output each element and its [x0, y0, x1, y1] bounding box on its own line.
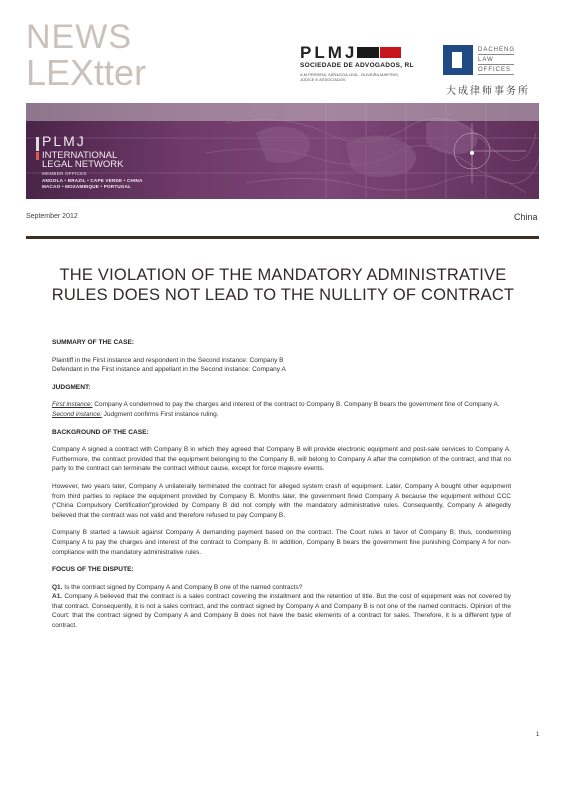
question-1	[52, 583, 511, 593]
header-divider	[26, 236, 539, 239]
summary-heading: SUMMARY OF THE CASE:	[52, 339, 135, 346]
dacheng-logo-icon	[443, 45, 473, 75]
banner-members-label: MEMBER OFFICES	[42, 171, 87, 176]
banner-line-2: LEGAL NETWORK	[42, 159, 124, 170]
article-title-line-1: THE VIOLATION OF THE MANDATORY ADMINISTRATIVE	[59, 266, 507, 284]
article-title-line-2: RULES DOES NOT LEAD TO THE NULLITY OF CONTRACT	[51, 286, 515, 304]
dacheng-rule	[478, 54, 514, 55]
second-instance-text: Judgment confirms First instance ruling.	[101, 410, 219, 418]
plmj-logo-bar-red	[380, 47, 401, 58]
banner-logo-bar	[36, 137, 39, 151]
banner-cities-line-1: ANGOLA • BRAZIL • CAPE VERDE • CHINA	[42, 178, 143, 183]
dacheng-logo-text	[478, 45, 515, 75]
dacheng-line-1: DACHENG	[478, 47, 516, 53]
banner-network-name	[42, 151, 123, 169]
judgment-first-instance	[52, 400, 511, 410]
summary-plaintiff: Plaintiff in the First instance and respondent in the Second instance: Company B	[52, 356, 284, 364]
dacheng-line-3: OFFICES	[478, 67, 512, 73]
newsletter-title-news: NEWS	[26, 18, 132, 56]
answer-1-text: Company A believed that the contract is a sales contract covering the installment and the retention of title. But the cost of equipment was not covered by that contract. Consequently, it is not a sales contract, and the contract signed by Company A and Company B is not one of the named contracts. Opinion of the Court: that the contract signed by Company A and Company B does not have the basic elements of a contract for sales. Therefore, it is a different type of contract.	[52, 593, 511, 630]
focus-heading: FOCUS OF THE DISPUTE:	[52, 566, 134, 574]
issue-date: September 2012	[26, 213, 78, 220]
banner-line-1: INTERNATIONAL	[42, 150, 118, 161]
plmj-partner-names: A.M.PEREIRA, SÁRAGGA LEAL, OLIVEIRA MARTINS, JÚDICE E ASSOCIADOS	[300, 72, 400, 82]
page-number: 1	[536, 732, 540, 738]
judgment-second-instance	[52, 410, 511, 420]
dacheng-chinese-name: 大成律师事务所	[446, 86, 530, 97]
plmj-logo-bar-black	[357, 47, 379, 58]
first-instance-text: Company A condemned to pay the charges and interest of the contract to Company B. Company B bears the government fine of Company A.	[92, 401, 500, 409]
summary-defendant: Defendant in the First instance and appellant in the Second instance: Company A	[52, 366, 286, 374]
answer-1-label: A1.	[52, 593, 63, 601]
banner-logo-bar-red	[36, 152, 39, 160]
second-instance-label: Second instance:	[52, 410, 102, 418]
banner-top-strip	[26, 103, 539, 121]
answer-1	[52, 592, 511, 630]
background-paragraph-3: Company B started a lawsuit against Company A demanding payment based on the contract. The Court rules in favor of Company B; thus, condemning Company A to pay the charges and interest of the contract to Company B. In addition, Company B bears the government fine punishing Company A for non-compliance with the mandatory administrative rules.	[52, 529, 511, 556]
dacheng-rule	[478, 74, 514, 75]
country-label: China	[514, 212, 538, 222]
map-marker-icon	[470, 151, 474, 155]
background-paragraph-2: However, two years later, Company A unilaterally terminated the contract for alleged system crash of equipment. Later, Company A bought other equipment from third parties to replace the equipment provided by Company B. Months later, the government fined Company A because the equipment without CCC (“China Compulsory Certification”)provided by Company B did not comply with the mandatory administrative rules. Consequently, Company A allegedly believed that the contract was not valid and therefore refused to pay Company B.	[52, 482, 511, 519]
article-title	[30, 265, 536, 305]
background-heading: BACKGROUND OF THE CASE:	[52, 428, 149, 436]
question-1-text: Is the contract signed by Company A and Company B one of the named contracts?	[62, 583, 303, 591]
plmj-subtitle: SOCIEDADE DE ADVOGADOS, RL	[300, 62, 414, 69]
plmj-logo-text: PLMJ	[300, 43, 358, 62]
banner-cities	[42, 178, 143, 189]
background-paragraph-1: Company A signed a contract with Company B in which they agreed that Company B will provide electronic equipment and post-sale services to Company A. Furthermore, the contract provided that the equipment belonging to the Company B, will belong to Company A after the completion of the contract, and that no party to the contract can terminate the contract without cause, except for force majeure events.	[52, 446, 511, 473]
judgment-heading: JUDGMENT:	[52, 383, 91, 391]
banner-plmj-text: PLMJ	[42, 133, 86, 149]
question-1-label: Q1.	[52, 583, 63, 591]
article-body	[52, 338, 511, 639]
dacheng-line-2: LAW	[478, 57, 494, 63]
first-instance-label: First instance:	[52, 401, 93, 409]
newsletter-title-lexter: LEXtter	[26, 52, 147, 93]
dacheng-rule	[478, 64, 514, 65]
banner-cities-line-2: MACAO • MOZAMBIQUE • PORTUGAL	[42, 183, 132, 189]
